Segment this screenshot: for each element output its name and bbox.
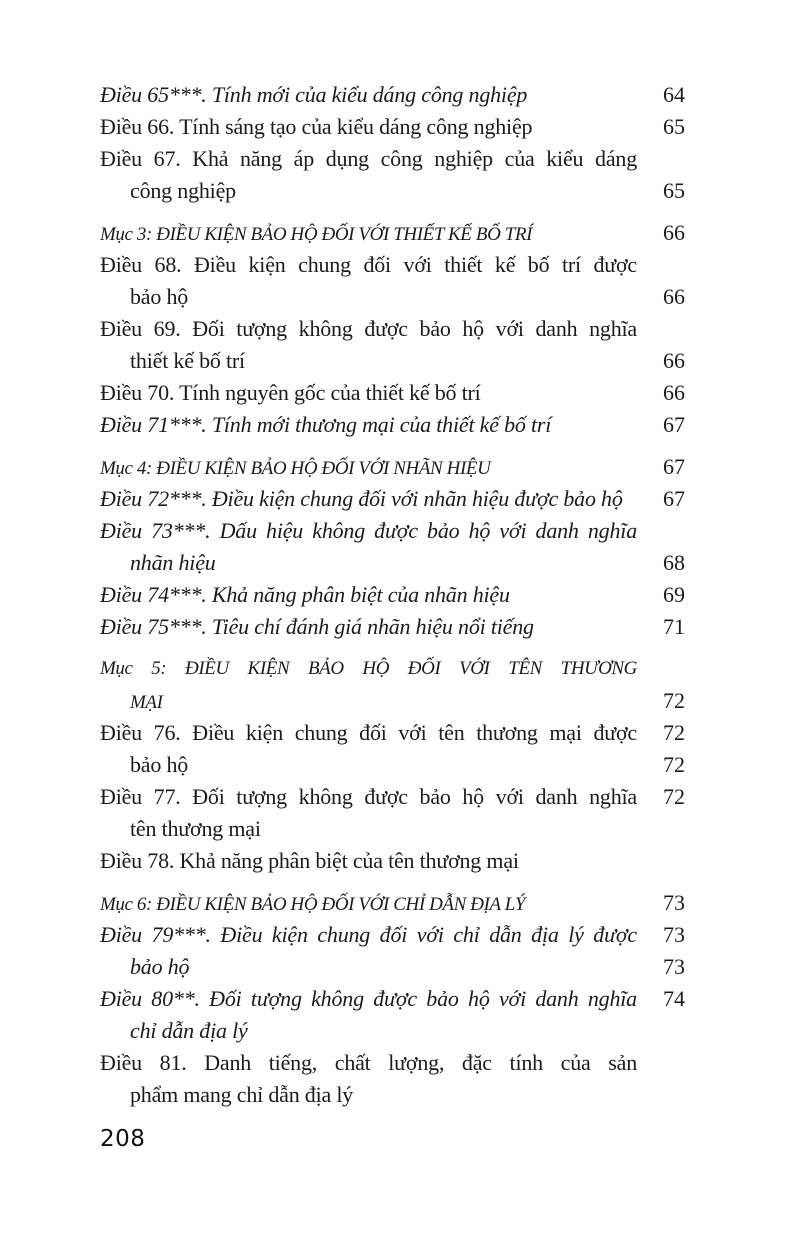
toc-entry-text: Điều 68. Điều kiện chung đối với thiết kế bố trí được [100,252,637,277]
toc-entry-text: Điều 67. Khả năng áp dụng công nghiệp của kiểu dáng [100,146,637,171]
toc-entry-text: Mục 5: ĐIỀU KIỆN BẢO HỘ ĐỐI VỚI TÊN THƯƠNG [100,658,637,679]
toc-entry-line [100,919,685,951]
toc-entry-line [100,451,685,483]
toc-entry-line [100,547,685,579]
toc-entry-text: Điều 66. Tính sáng tạo của kiểu dáng công nghiệp [100,114,533,139]
toc-page-ref: 72 [663,720,685,745]
toc-page-ref: 65 [663,178,685,203]
folio-page-number: 208 [100,1126,146,1152]
toc-page-ref: 66 [663,220,685,245]
toc-entry-text: nhãn hiệu [130,550,216,575]
toc-entry-dieu-80 [100,983,685,1047]
toc-entry-text: Điều 65***. Tính mới của kiểu dáng công nghiệp [100,82,528,107]
toc-entry-line [100,281,685,313]
toc-entry-dieu-81 [100,1047,685,1111]
toc-page-ref: 67 [663,454,685,479]
toc-entry-dieu-75 [100,611,685,643]
toc-entry-line [100,887,685,919]
toc-entry-line [100,781,685,813]
toc-entry-text: Điều 75***. Tiêu chí đánh giá nhãn hiệu nổi tiếng [100,614,534,639]
toc-entry-text: Điều 70. Tính nguyên gốc của thiết kế bố trí [100,380,481,405]
toc-page-ref: 68 [663,550,685,575]
toc-entry-line [100,1015,685,1047]
toc-entry-line [100,653,685,685]
toc-entry-dieu-74 [100,579,685,611]
toc-entry-dieu-65 [100,79,685,111]
toc-entry-dieu-69 [100,313,685,377]
toc-entry-dieu-73 [100,515,685,579]
toc-entry-line [100,409,685,441]
toc-entry-text: Điều 76. Điều kiện chung đối với tên thương mại được [100,720,637,745]
toc-entry-line [100,377,685,409]
toc-entry-text: Mục 3: ĐIỀU KIỆN BẢO HỘ ĐỐI VỚI THIẾT KẾ BỐ TRÍ [100,224,533,245]
toc-entry-line [100,579,685,611]
toc-page-ref: 69 [663,582,685,607]
toc-entry-dieu-72 [100,483,685,515]
toc-page-ref: 73 [663,890,685,915]
toc-entry-text: Điều 73***. Dấu hiệu không được bảo hộ với danh nghĩa [100,518,637,543]
toc-entry-dieu-70 [100,377,685,409]
toc-entry-muc-5 [100,653,685,717]
toc-entry-text: Điều 71***. Tính mới thương mại của thiết kế bố trí [100,412,552,437]
toc-entry-line [100,813,685,845]
toc-page-ref: 67 [663,486,685,511]
toc-entry-text: Điều 78. Khả năng phân biệt của tên thương mại [100,848,519,873]
toc-page-ref: 73 [663,922,685,947]
toc-entry-line [100,217,685,249]
toc-page-ref: 72 [663,784,685,809]
toc-page-ref: 74 [663,986,685,1011]
toc-entry-text: Mục 6: ĐIỀU KIỆN BẢO HỘ ĐỐI VỚI CHỈ DẪN ĐỊA LÝ [100,894,526,915]
toc-entry-line [100,845,685,877]
toc-entry-text: công nghiệp [130,178,236,203]
toc-entry-line [100,1047,685,1079]
toc-entry-muc-3 [100,217,685,249]
toc-entry-line [100,611,685,643]
toc-entry-text: thiết kế bố trí [130,348,245,373]
toc-entry-line [100,249,685,281]
toc-entry-line [100,717,685,749]
toc-page-ref: 71 [663,614,685,639]
toc-entry-text: MẠI [130,692,163,713]
toc-entry-line [100,951,685,983]
toc-entry-dieu-71 [100,409,685,441]
toc-entry-line [100,143,685,175]
toc-entry-text: chỉ dẫn địa lý [130,1018,248,1043]
toc-entry-text: Điều 77. Đối tượng không được bảo hộ với danh nghĩa [100,784,637,809]
toc-page-ref: 64 [663,82,685,107]
toc-page-ref: 65 [663,114,685,139]
toc-page-ref: 72 [663,752,685,777]
toc-entry-dieu-68 [100,249,685,313]
toc-entry-dieu-78 [100,845,685,877]
toc-entry-text: Điều 79***. Điều kiện chung đối với chỉ dẫn địa lý được [100,922,637,947]
toc-entry-dieu-77 [100,781,685,845]
toc-entry-line [100,175,685,207]
toc-entry-line [100,685,685,717]
toc-entry-muc-4 [100,451,685,483]
toc-entry-text: Điều 72***. Điều kiện chung đối với nhãn hiệu được bảo hộ [100,486,623,511]
toc-entry-line [100,1079,685,1111]
toc-page-ref: 66 [663,348,685,373]
toc-page-ref: 72 [663,688,685,713]
toc-entry-text: bảo hộ [130,284,189,309]
table-of-contents [100,79,685,1111]
toc-entry-line [100,483,685,515]
toc-entry-text: bảo hộ [130,954,190,979]
toc-page-ref: 66 [663,284,685,309]
toc-entry-text: Điều 74***. Khả năng phân biệt của nhãn hiệu [100,582,510,607]
toc-page-ref: 67 [663,412,685,437]
toc-entry-text: Mục 4: ĐIỀU KIỆN BẢO HỘ ĐỐI VỚI NHÃN HIỆU [100,458,491,479]
toc-entry-text: bảo hộ [130,752,189,777]
toc-entry-dieu-76 [100,717,685,781]
toc-entry-line [100,515,685,547]
toc-entry-line [100,313,685,345]
toc-entry-line [100,749,685,781]
toc-entry-line [100,79,685,111]
toc-entry-dieu-66 [100,111,685,143]
toc-entry-text: tên thương mại [130,816,261,841]
toc-page-ref: 73 [663,954,685,979]
toc-entry-text: Điều 80**. Đối tượng không được bảo hộ với danh nghĩa [100,986,637,1011]
toc-entry-muc-6 [100,887,685,919]
toc-entry-text: phẩm mang chỉ dẫn địa lý [130,1082,354,1107]
toc-entry-line [100,983,685,1015]
toc-entry-text: Điều 81. Danh tiếng, chất lượng, đặc tính của sản [100,1050,637,1075]
toc-entry-line [100,345,685,377]
toc-entry-text: Điều 69. Đối tượng không được bảo hộ với danh nghĩa [100,316,637,341]
toc-entry-line [100,111,685,143]
toc-entry-dieu-67 [100,143,685,207]
toc-page-ref: 66 [663,380,685,405]
toc-entry-dieu-79 [100,919,685,983]
